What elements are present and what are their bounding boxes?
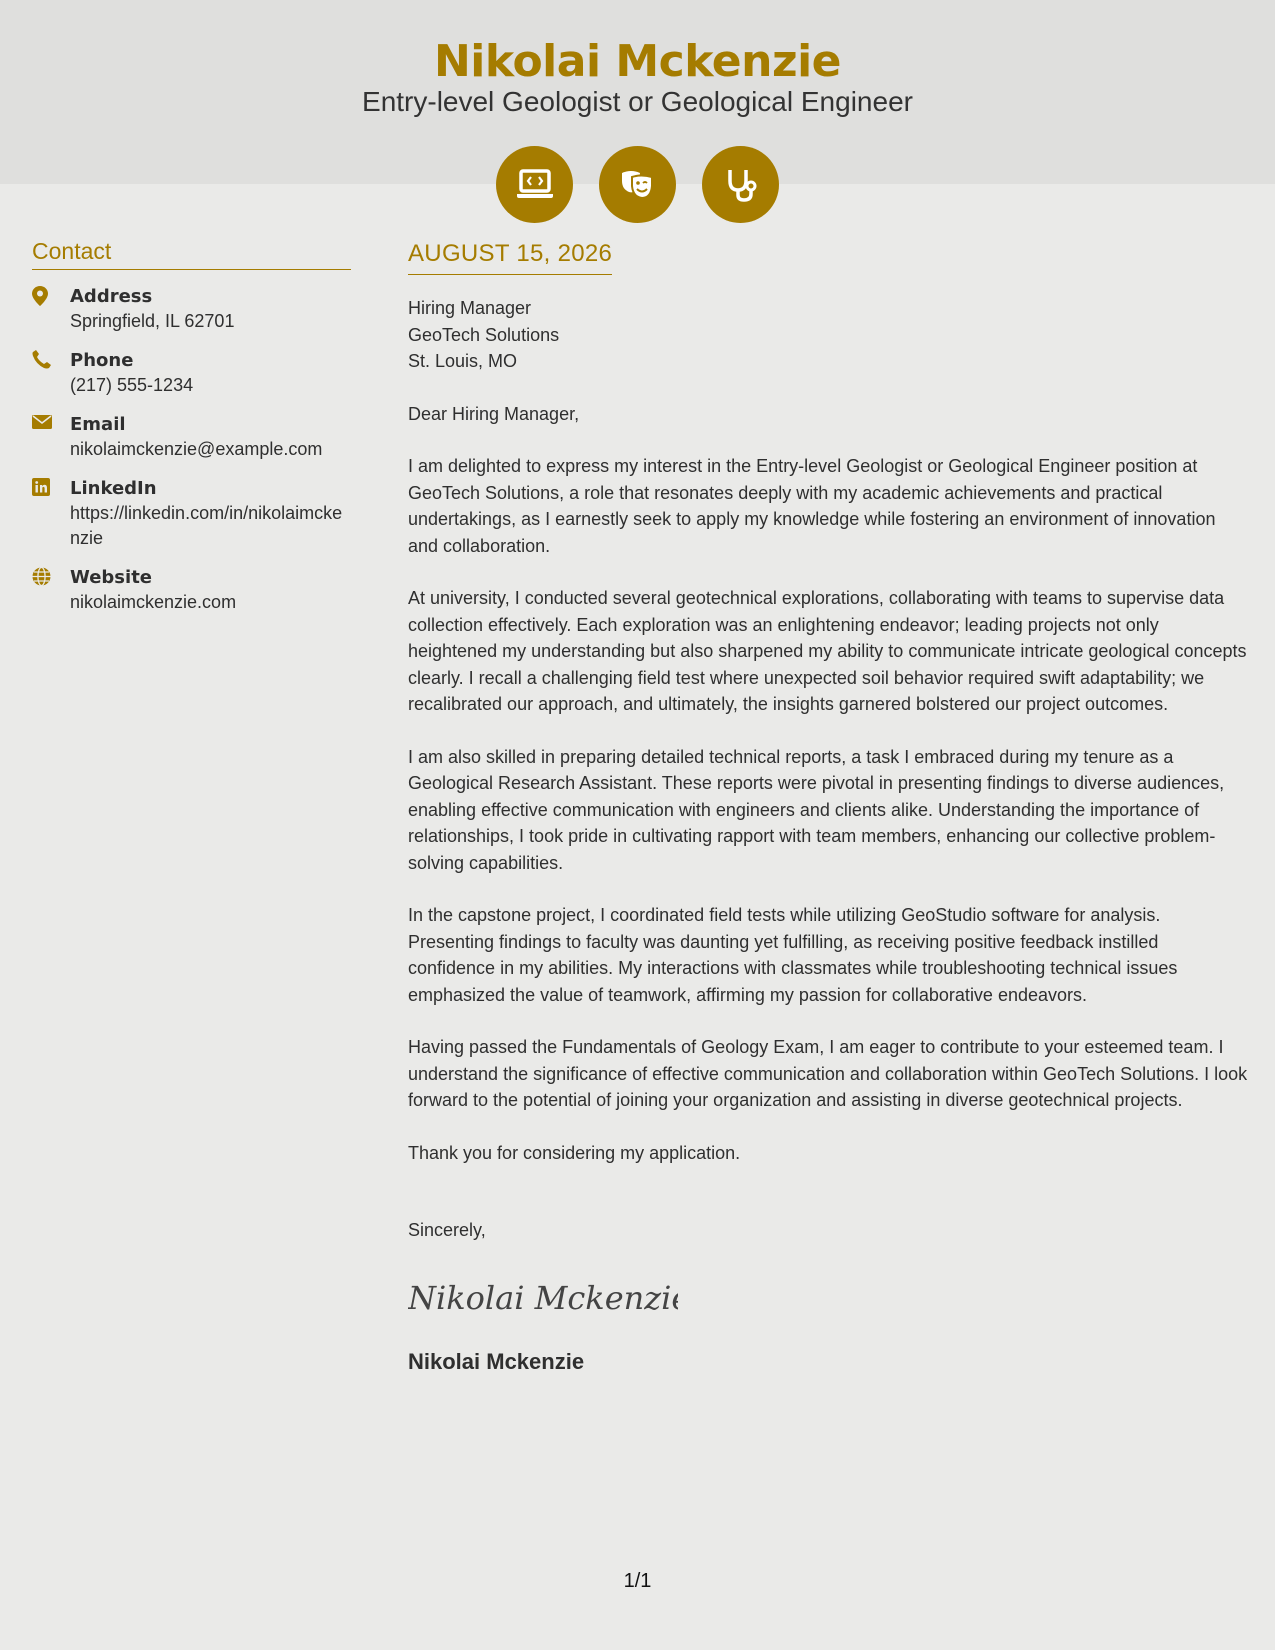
signed-name: Nikolai Mckenzie [408,1349,585,1374]
envelope-icon [32,412,70,462]
globe-icon [32,565,70,615]
contact-label: Phone [70,350,134,371]
contact-heading: Contact [32,238,351,270]
recipient-company: GeoTech Solutions [408,324,560,345]
closing: Sincerely, [408,1220,486,1240]
linkedin-icon [32,476,70,551]
contact-sidebar [32,238,351,629]
contact-item-phone [32,348,351,398]
paragraph: Thank you for considering my application. [408,1142,741,1163]
letter-date: AUGUST 15, 2026 [408,240,612,275]
contact-label: Address [70,286,153,307]
contact-item-website [32,565,351,615]
paragraph: At university, I conducted several geotechnical explorations, collaborating with teams to supervise data collection effectively. Each exploration was an enlightening endeavor; leading projects not only heightened my understanding but also sharpened my ability to communicate intricate geological concepts clearly. I recall a challenging field test where unexpected soil behavior required swift adaptability; we recalibrated our approach, and ultimately, the insights garnered bolstered our project outcomes. [408,588,1247,714]
page-number: 1/1 [623,1570,652,1592]
phone-icon [32,348,70,398]
recipient-location: St. Louis, MO [408,351,518,371]
paragraph: In the capstone project, I coordinated field tests while utilizing GeoStudio software for analysis. Presenting findings to faculty was daunting yet fulfilling, as receiving positive feedback instilled confidence in my abilities. My interactions with classmates while troubleshooting technical issues emphasized the value of teamwork, affirming my passion for collaborative endeavors. [408,905,1178,1005]
header-icons [0,146,1275,223]
contact-item-email [32,412,351,462]
signature-text: Nikolai Mckenzie [408,1279,678,1317]
recipient-block [408,295,1248,375]
contact-item-address [32,284,351,334]
candidate-name: Nikolai Mckenzie [433,36,842,87]
contact-value: (217) 555-1234 [70,375,194,395]
greeting: Dear Hiring Manager, [408,403,580,424]
job-title: Entry-level Geologist or Geological Engineer [362,86,913,117]
stethoscope-icon [702,146,779,223]
paragraph: I am delighted to express my interest in the Entry-level Geologist or Geological Engineer position at GeoTech Solutions, a role that resonates deeply with my academic achievements and practical undertakings, as I earnestly seek to apply my knowledge while fostering an environment of innovation and collaboration. [408,456,1216,556]
recipient-name: Hiring Manager [408,298,532,318]
map-pin-icon [32,284,70,334]
letter-body [408,240,1248,1375]
signature-image [408,1271,1248,1321]
contact-item-linkedin [32,476,351,551]
laptop-code-icon [496,146,573,223]
contact-value[interactable]: https://linkedin.com/in/nikolaimckenzie [70,503,343,548]
contact-label: Website [70,567,153,588]
contact-label: LinkedIn [70,478,157,499]
theater-masks-icon [599,146,676,223]
contact-value: nikolaimckenzie@example.com [70,439,323,459]
paragraph: Having passed the Fundamentals of Geology Exam, I am eager to contribute to your esteemed team. I understand the significance of effective communication and collaboration within GeoTech Solutions. I look forward to the potential of joining your organization and assisting in diverse geotechnical projects. [408,1037,1248,1110]
contact-value: Springfield, IL 62701 [70,311,235,331]
paragraph: I am also skilled in preparing detailed technical reports, a task I embraced during my tenure as a Geological Research Assistant. These reports were pivotal in presenting findings to diverse audiences, enabling effective communication with engineers and clients alike. Understanding the importance of relationships, I took pride in cultivating rapport with team members, enhancing our collective problem-solving capabilities. [408,746,1225,873]
contact-value[interactable]: nikolaimckenzie.com [70,592,237,612]
contact-label: Email [70,414,126,435]
